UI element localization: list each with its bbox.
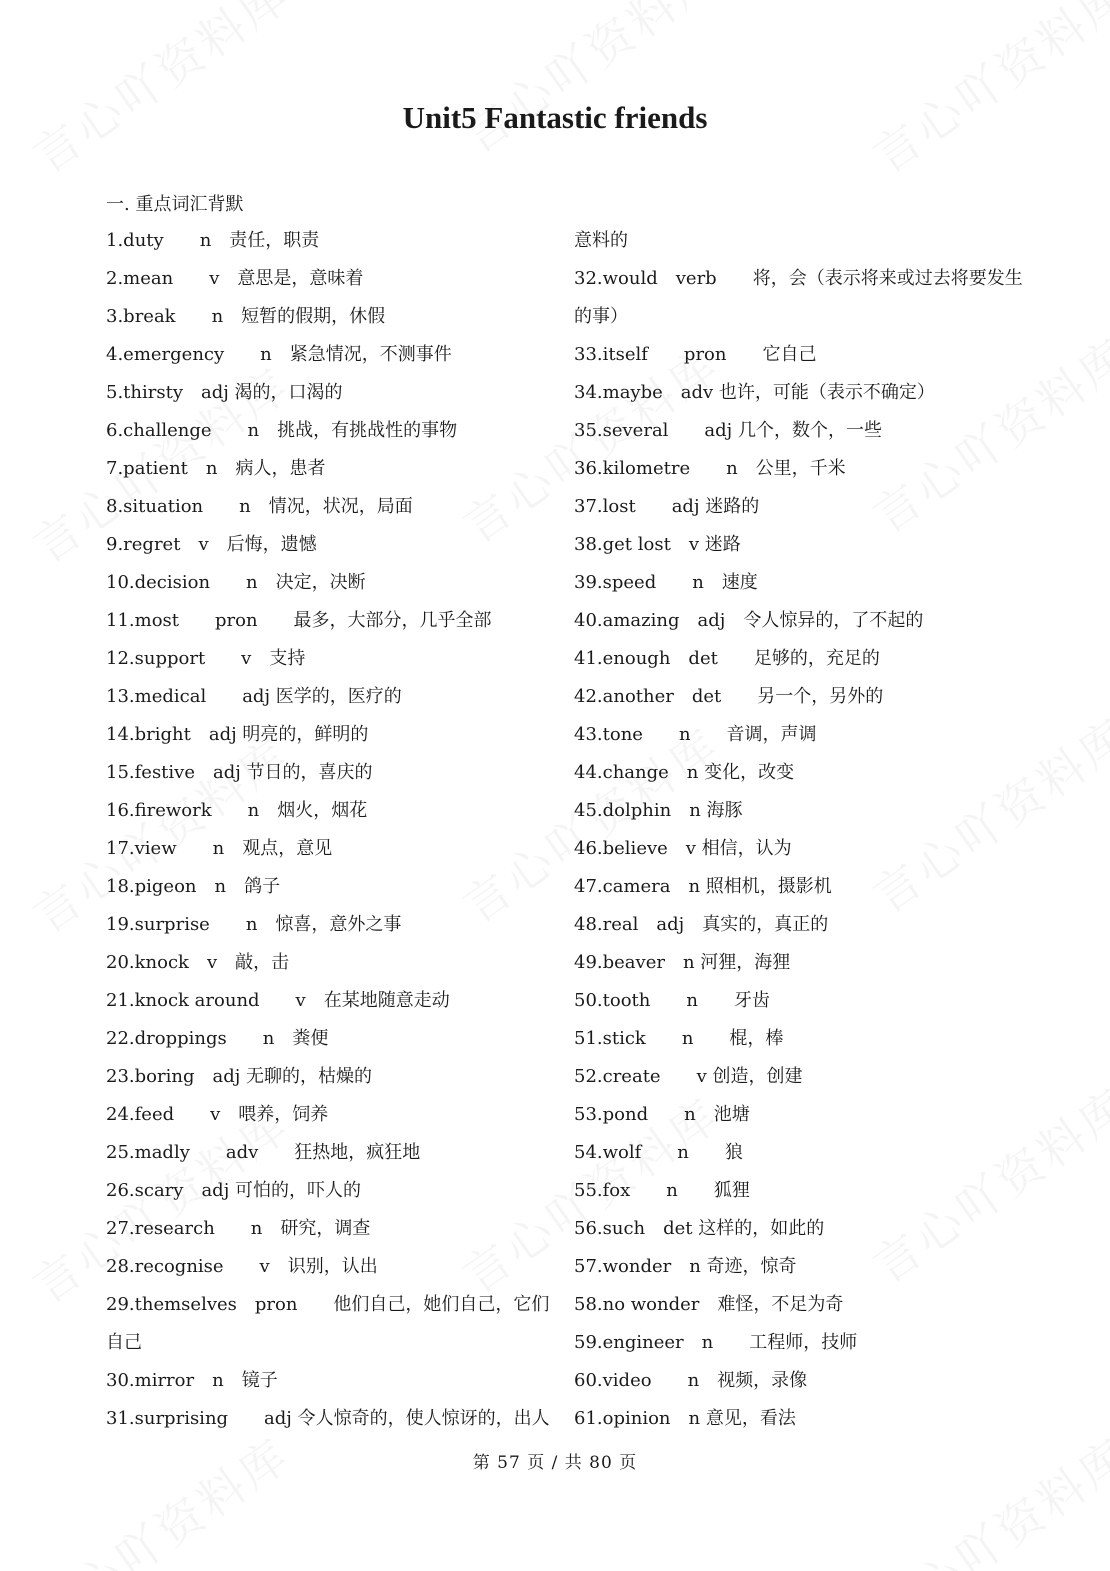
vocab-item: 6.challenge n 挑战，有挑战性的事物 bbox=[106, 420, 458, 441]
vocab-item: 1.duty n 责任，职责 bbox=[106, 230, 320, 251]
vocab-item: 13.medical adj 医学的，医疗的 bbox=[106, 686, 402, 707]
vocab-item: 25.madly adv 狂热地，疯狂地 bbox=[106, 1142, 421, 1163]
vocab-item: 34.maybe adv 也许，可能（表示不确定） bbox=[574, 382, 935, 403]
vocab-item: 16.firework n 烟火，烟花 bbox=[106, 800, 368, 821]
vocab-item: 32.would verb 将，会（表示将来或过去将要发生的事） bbox=[574, 268, 1023, 327]
vocab-item: 12.support v 支持 bbox=[106, 648, 306, 669]
vocab-item: 23.boring adj 无聊的，枯燥的 bbox=[106, 1066, 373, 1087]
watermark bbox=[448, 0, 732, 166]
vocab-item: 17.view n 观点，意见 bbox=[106, 838, 333, 859]
vocab-item: 56.such det 这样的，如此的 bbox=[574, 1218, 825, 1239]
vocab-item: 59.engineer n 工程师，技师 bbox=[574, 1332, 858, 1353]
vocab-item: 7.patient n 病人，患者 bbox=[106, 458, 326, 479]
vocab-item: 55.fox n 狐狸 bbox=[574, 1180, 750, 1201]
vocab-item: 58.no wonder 难怪，不足为奇 bbox=[574, 1294, 844, 1315]
vocab-item: 21.knock around v 在某地随意走动 bbox=[106, 990, 450, 1011]
vocab-item: 2.mean v 意思是，意味着 bbox=[106, 268, 364, 289]
vocab-item: 5.thirsty adj 渴的，口渴的 bbox=[106, 382, 343, 403]
vocab-item: 9.regret v 后悔，遗憾 bbox=[106, 534, 317, 555]
vocab-item: 26.scary adj 可怕的，吓人的 bbox=[106, 1180, 362, 1201]
watermark bbox=[858, 0, 1110, 186]
vocab-item: 31.surprising adj 令人惊奇的，使人惊讶的，出人 bbox=[106, 1408, 550, 1429]
vocab-item: 33.itself pron 它自己 bbox=[574, 344, 817, 365]
vocab-list-left bbox=[106, 222, 556, 1438]
vocab-item: 24.feed v 喂养，饲养 bbox=[106, 1104, 329, 1125]
vocab-item: 3.break n 短暂的假期，休假 bbox=[106, 306, 386, 327]
vocab-item: 28.recognise v 识别，认出 bbox=[106, 1256, 378, 1277]
page-title: Unit5 Fantastic friends bbox=[402, 100, 708, 135]
vocab-item: 35.several adj 几个，数个，一些 bbox=[574, 420, 882, 441]
section-heading: 一. 重点词汇背默 bbox=[106, 194, 244, 215]
vocab-item: 49.beaver n 河狸，海狸 bbox=[574, 952, 791, 973]
page-footer: 第 57 页 / 共 80 页 bbox=[472, 1453, 638, 1473]
vocab-item: 20.knock v 敲，击 bbox=[106, 952, 290, 973]
vocab-item: 11.most pron 最多，大部分，几乎全部 bbox=[106, 610, 492, 631]
vocab-item: 40.amazing adj 令人惊异的，了不起的 bbox=[574, 610, 924, 631]
vocab-item: 52.create v 创造，创建 bbox=[574, 1066, 803, 1087]
vocab-item: 38.get lost v 迷路 bbox=[574, 534, 741, 555]
vocab-item: 8.situation n 情况，状况，局面 bbox=[106, 496, 413, 517]
vocab-item: 意料的 bbox=[574, 230, 628, 251]
vocab-item: 46.believe v 相信，认为 bbox=[574, 838, 792, 859]
watermark bbox=[18, 0, 302, 186]
vocab-item: 27.research n 研究，调查 bbox=[106, 1218, 371, 1239]
vocab-item: 30.mirror n 镜子 bbox=[106, 1370, 278, 1391]
vocab-item: 57.wonder n 奇迹，惊奇 bbox=[574, 1256, 797, 1277]
vocab-item: 18.pigeon n 鸽子 bbox=[106, 876, 281, 897]
vocab-item: 50.tooth n 牙齿 bbox=[574, 990, 770, 1011]
vocab-item: 47.camera n 照相机，摄影机 bbox=[574, 876, 832, 897]
vocab-item: 37.lost adj 迷路的 bbox=[574, 496, 760, 517]
vocab-item: 41.enough det 足够的，充足的 bbox=[574, 648, 880, 669]
vocab-item: 43.tone n 音调，声调 bbox=[574, 724, 817, 745]
vocab-item: 48.real adj 真实的，真正的 bbox=[574, 914, 829, 935]
vocab-item: 19.surprise n 惊喜，意外之事 bbox=[106, 914, 402, 935]
vocab-item: 61.opinion n 意见，看法 bbox=[574, 1408, 796, 1429]
vocab-item: 29.themselves pron 他们自己，她们自己，它们自己 bbox=[106, 1294, 550, 1353]
watermark bbox=[18, 1420, 302, 1571]
vocab-item: 10.decision n 决定，决断 bbox=[106, 572, 366, 593]
vocab-item: 51.stick n 棍，棒 bbox=[574, 1028, 784, 1049]
vocab-item: 60.video n 视频，录像 bbox=[574, 1370, 808, 1391]
vocab-item: 44.change n 变化，改变 bbox=[574, 762, 795, 783]
vocab-item: 36.kilometre n 公里，千米 bbox=[574, 458, 846, 479]
vocab-item: 22.droppings n 粪便 bbox=[106, 1028, 329, 1049]
vocab-item: 45.dolphin n 海豚 bbox=[574, 800, 743, 821]
vocab-item: 39.speed n 速度 bbox=[574, 572, 758, 593]
vocab-item: 42.another det 另一个，另外的 bbox=[574, 686, 884, 707]
vocab-item: 54.wolf n 狼 bbox=[574, 1142, 743, 1163]
vocab-item: 53.pond n 池塘 bbox=[574, 1104, 750, 1125]
vocab-item: 14.bright adj 明亮的，鲜明的 bbox=[106, 724, 369, 745]
vocab-list-right bbox=[574, 222, 1024, 1438]
vocab-item: 4.emergency n 紧急情况，不测事件 bbox=[106, 344, 452, 365]
vocab-item: 15.festive adj 节日的，喜庆的 bbox=[106, 762, 373, 783]
watermark bbox=[858, 1420, 1110, 1571]
